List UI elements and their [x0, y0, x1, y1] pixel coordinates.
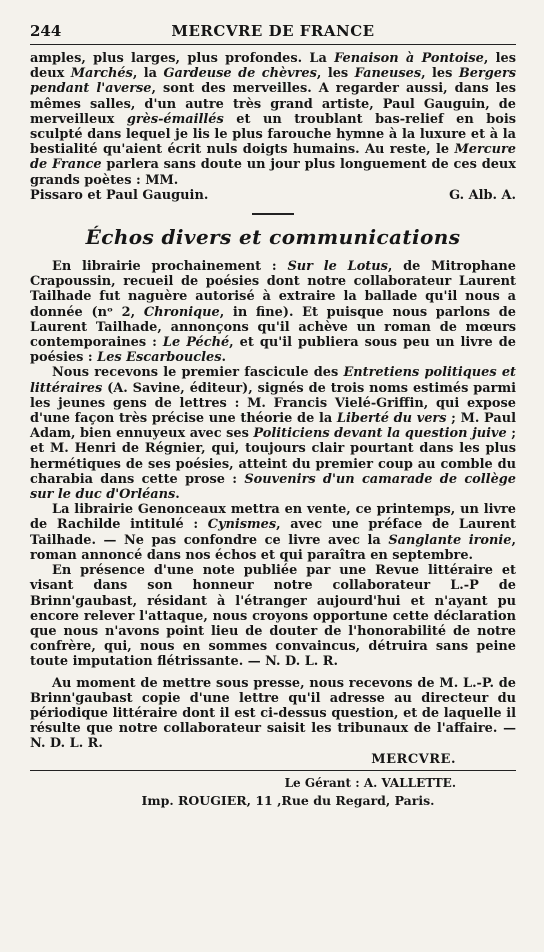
echo-paragraph-5: Au moment de mettre sous presse, nous recevons de M. L.-P. de Brinn'gaubast copie d'une lettre qu'il adresse au directeur du périodique littéraire dont il est ci-dessus question, et de laquelle il résulte que notre collaborateur saisit les tribunaux de l'affaire. — N. D. L. R. — [30, 675, 516, 752]
previous-article-last-line: Pissaro et Paul Gauguin. — [30, 187, 209, 203]
echo-paragraph-4: En présence d'une note publiée par une Revue littéraire et visant dans son honneur notre collaborateur L.-P de Brinn'gaubast, résidant à l'étranger aujourd'hui et n'ayant pu encore relever l'attaque, nous croyons opportune cette déclaration que nous n'avons point lieu de douter de l'honorabilité de notre confrère, qui, nous en sommes convaincus, détruira sans peine toute imputation flétrissante. — N. D. L. R. — [30, 563, 516, 670]
italic-title: Sur le Lotus — [287, 259, 388, 275]
previous-article-closing — [30, 188, 516, 203]
echo-paragraph-1: En librairie prochainement : Sur le Lotus, de Mitrophane Crapoussin, recueil de poésies dont notre collaborateur Laurent Tailhade fut naguère autorisé à extraire la ballade qu'il nous a donnée (nᵒ 2, Chronique, in fine). Et puisque nous parlons de Laurent Tailhade, annonçons qu'il achève un roman de mœurs contemporaines : Le Péché, et qu'il publiera sous peu un livre de poésies : Les Escarboucles. — [30, 259, 516, 366]
running-head — [30, 22, 516, 45]
previous-article-paragraph: amples, plus larges, plus profondes. La Fenaison à Pontoise, les deux Marchés, la Gardeuse de chèvres, les Faneuses, les Bergers pendant l'averse, sont des merveilles. A regarder aussi, dans les mêmes salles, d'un autre très grand artiste, Paul Gauguin, de merveilleux grès-émaillés et un troublant bas-relief en bois sculpté dans lequel je lis le plus farouche hymne à la luxure et à la bestialité qu'aient écrit nuls doigts humains. Au reste, le Mercure de France parlera sans doute un jour plus longuement de ces deux grands poètes : MM. — [30, 51, 517, 188]
italic-title: Les Escarboucles — [97, 350, 222, 366]
italic-title: Fenaison à Pontoise — [334, 51, 484, 66]
italic-title: Gardeuse de chèvres — [163, 66, 317, 82]
italic-title: Entretiens politiques et littéraires — [30, 365, 517, 396]
section-divider — [252, 213, 294, 215]
italic-title: Mercure de France — [30, 142, 516, 173]
italic-title: Faneuses — [354, 66, 422, 82]
previous-article-signature: G. Alb. A. — [449, 187, 516, 203]
journal-title: MERCVRE DE FRANCE — [171, 22, 375, 40]
gerant-line: Le Gérant : A. VALLETTE. — [284, 775, 456, 790]
page-number: 244 — [30, 22, 62, 40]
footer-rule — [30, 770, 516, 771]
signoff: MERCVRE. — [371, 751, 456, 767]
italic-title: Marchés — [70, 66, 133, 82]
italic-title: Souvenirs d'un camarade de collège sur le duc d'Orléans — [30, 471, 516, 503]
italic-title: Bergers pendant l'averse — [30, 66, 516, 97]
italic-title: grès-émaillés — [126, 111, 224, 127]
echo-paragraph-2: Nous recevons le premier fascicule des Entretiens politiques et littéraires (A. Savine, éditeur), signés de trois noms estimés parmi les jeunes gens de lettres : M. Francis Vielé-Griffin, qui expose d'une façon très précise une théorie de la Liberté du vers ; M. Paul Adam, bien ennuyeux avec ses Politiciens devant la question juive ; et M. Henri de Régnier, qui, toujours clair pourtant dans les plus hermétiques de ses poésies, atteint du premier coup au comble du charabia dans cette prose : Souvenirs d'un camarade de collège sur le duc d'Orléans. — [30, 365, 517, 503]
italic-title: Sanglante ironie — [388, 532, 512, 548]
italic-title: Liberté du vers — [336, 411, 447, 427]
italic-title: Cynismes — [207, 517, 277, 533]
italic-title: Chronique — [143, 304, 220, 320]
section-heading: Échos divers et communications — [85, 225, 461, 250]
italic-title: Le Péché — [162, 335, 230, 351]
echo-paragraph-3: La librairie Genonceaux mettra en vente, ce printemps, un livre de Rachilde intitulé : Cynismes, avec une préface de Laurent Tailhade. — Ne pas confondre ce livre avec la Sanglante ironie, roman annoncé dans nos échos et qui paraîtra en septembre. — [30, 502, 516, 563]
italic-title: Politiciens devant la question juive — [253, 426, 507, 442]
imprint-line: Imp. ROUGIER, 11 ,Rue du Regard, Paris. — [141, 792, 435, 808]
